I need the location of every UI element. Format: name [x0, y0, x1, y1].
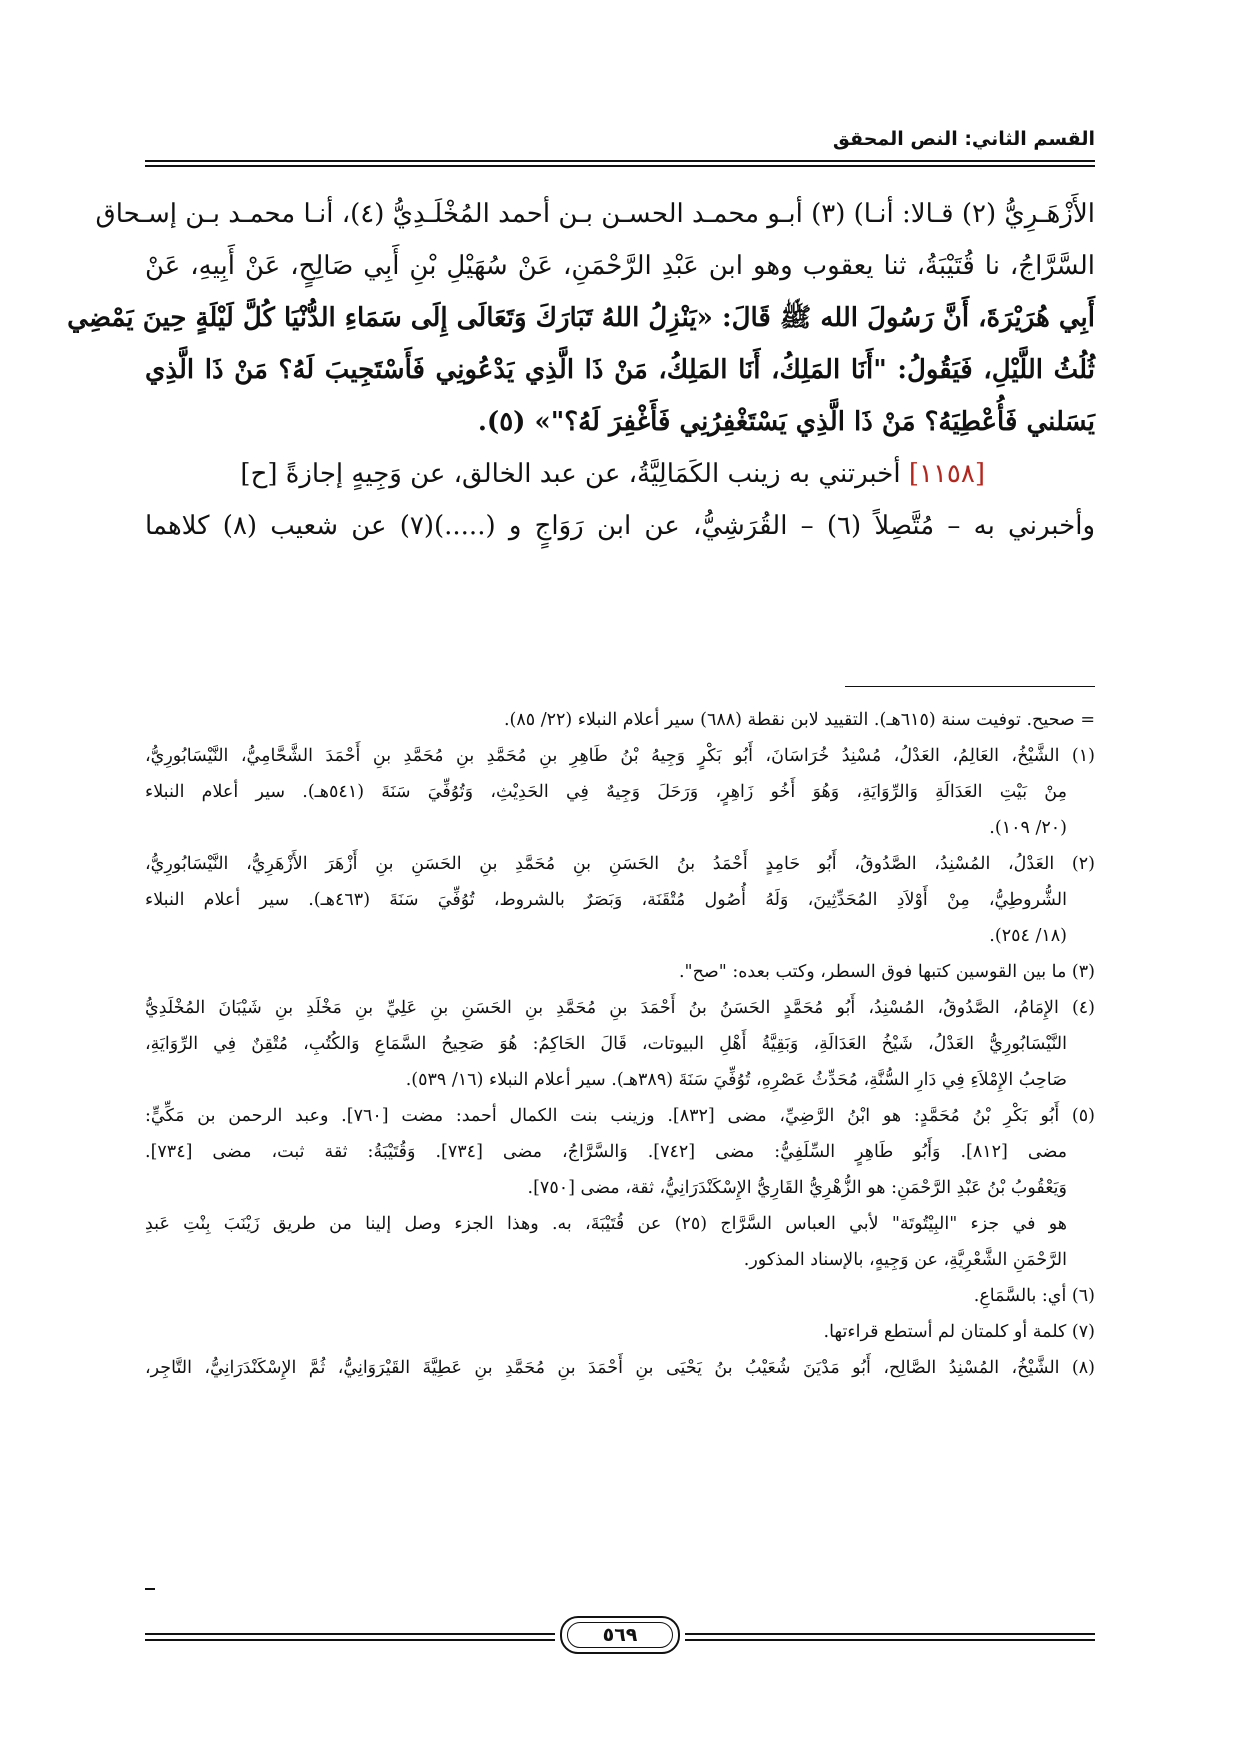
- entry-text: أخبرتني به زينب الكَمَالِيَّةُ، عن عبد الخالق، عن وَجِيهٍ إجازةً [ح]: [240, 459, 901, 489]
- footnote-line: الرَّحْمَنِ الشَّعْرِيَّةِ، عن وَجِيهٍ، بالإسناد المذكور.: [743, 1250, 1067, 1270]
- footnote-line: (١٨/ ٢٥٤).: [989, 926, 1067, 946]
- footnote-line: (٨) الشَّيْخُ، المُسْنِدُ الصَّالِح، أَبُو مَدْيَنَ شُعَيْبُ بنُ يَحْيَى بنِ أَحْمَدَ بنِ مُحَمَّدِ بنِ عَطِيَّةَ القَيْرَوَانِيُّ، ثُمَّ الإِسْكَنْدَرَانِيُّ، التَّاجِر،: [145, 1358, 1095, 1378]
- page-number-frame: [560, 1616, 680, 1654]
- text-line: السَّرَّاجُ، نا قُتَيْبَةُ، ثنا يعقوب وهو ابن عَبْدِ الرَّحْمَنِ، عَنْ سُهَيْلِ بْنِ أَبِي صَالِحٍ، عَنْ أَبِيهِ، عَنْ: [145, 251, 1095, 281]
- page-number: ٥٦٩: [602, 1624, 638, 1646]
- footer-rule: [145, 1639, 555, 1641]
- footnote-line: = صحيح. توفيت سنة (٦١٥هـ). التقييد لابن نقطة (٦٨٨) سير أعلام النبلاء (٢٢/ ٨٥).: [503, 710, 1095, 730]
- header-rule: [145, 160, 1095, 162]
- footnote-line: مِنْ بَيْتِ العَدَالَةِ وَالرِّوَايَةِ، وَهُوَ أَخُو زَاهِرٍ، وَرَحَلَ وَجِيهٌ فِي الحَدِيْثِ، وَتُوُفِّيَ سَنَةَ (٥٤١هـ). سير أعلام النبلاء: [145, 782, 1067, 802]
- continuation-mark: [145, 1588, 155, 1590]
- footnote-line: (٥) أَبُو بَكْرِ بْنُ مُحَمَّدٍ: هو ابْنُ الرَّضِيِّ، مضى [٨٣٢]. وزينب بنت الكمال أحمد: مضت [٧٦٠]. وعبد الرحمن بن مَكِّيٍّ:: [145, 1106, 1095, 1126]
- footer-rule: [685, 1639, 1095, 1641]
- footnote-line: (٦) أي: بالسَّمَاعِ.: [973, 1286, 1095, 1306]
- section-title: القسم الثاني: النص المحقق: [832, 128, 1095, 150]
- footnote-line: هو في جزء "البِيْتُوتَة" لأبي العباس السَّرَّاج (٢٥) عن قُتَيْبَةَ، به. وهذا الجزء وصل إلينا من طريق زَيْنَبَ بِنْتِ عَبدِ: [145, 1214, 1067, 1234]
- main-text: [67, 188, 1095, 552]
- footnote-line: مضى [٨١٢]. وَأَبُو طَاهِرٍ السِّلَفِيُّ: مضى [٧٤٢]. وَالسَّرَّاجُ، مضى [٧٣٤]. وَقُتَيْبَةُ: ثقة ثبت، مضى [٧٣٤].: [145, 1142, 1067, 1162]
- footer-rule: [685, 1633, 1095, 1635]
- hadith-text-line: أَبِي هُرَيْرَةَ، أَنَّ رَسُولَ الله ﷺ قَالَ: «يَنْزِلُ اللهُ تَبَارَكَ وَتَعَالَى إِلَى سَمَاءِ الدُّنْيَا كُلَّ لَيْلَةٍ حِينَ يَمْضِي: [67, 303, 1095, 333]
- footnote-line: (٢) العَدْلُ، المُسْنِدُ، الصَّدُوقُ، أَبُو حَامِدٍ أَحْمَدُ بنُ الحَسَنِ بنِ مُحَمَّدِ بنِ الحَسَنِ بنِ أَزْهَرَ الأَزْهَرِيُّ، النَّيْسَابُورِيُّ،: [145, 854, 1095, 874]
- footnote-line: (٧) كلمة أو كلمتان لم أستطع قراءتها.: [823, 1322, 1095, 1342]
- text-line: وأخبرني به – مُتَّصِلاً (٦) – القُرَشِيُّ، عن ابن رَوَاجٍ و (.....)(٧) عن شعيب (٨) كلاهما: [145, 511, 1095, 541]
- footnote-line: الشُّروطِيُّ، مِنْ أَوْلاَدِ المُحَدِّثِينَ، وَلَهُ أُصُول مُتْقَنَة، وَبَصَرٌ بالشروط، تُوُفِّيَ سَنَةَ (٤٦٣هـ). سير أعلام النبلاء: [145, 890, 1067, 910]
- entry-number: [١١٥٨]: [908, 459, 985, 489]
- header-rule: [145, 165, 1095, 167]
- footnote-line: (٤) الإِمَامُ، الصَّدُوقُ، المُسْنِدُ، أَبُو مُحَمَّدٍ الحَسَنُ بنُ أَحْمَدَ بنِ مُحَمَّدِ بنِ الحَسَنِ بنِ عَلِيِّ بنِ مَخْلَدِ بنِ شَيْبَانَ المُخْلَدِيُّ: [145, 998, 1095, 1018]
- hadith-text-line: ثُلُثُ اللَّيْلِ، فَيَقُولُ: "أَنَا المَلِكُ، أَنَا المَلِكُ، مَنْ ذَا الَّذِي يَدْعُونِي فَأَسْتَجِيبَ لَهُ؟ مَنْ ذَا الَّذِي: [145, 355, 1095, 385]
- hadith-text-line: يَسَلني فَأُعْطِيَهُ؟ مَنْ ذَا الَّذِي يَسْتَغْفِرُنِي فَأَغْفِرَ لَهُ؟"» (٥).: [477, 407, 1095, 437]
- footnote-line: (٣) ما بين القوسين كتبها فوق السطر، وكتب بعده: "صح".: [678, 962, 1095, 982]
- footnote-line: (١) الشَّيْخُ، العَالِمُ، العَدْلُ، مُسْنِدُ خُرَاسَانَ، أَبُو بَكْرٍ وَجِيهُ بْنُ طَاهِرِ بنِ مُحَمَّدِ بنِ مُحَمَّدِ بنِ أَحْمَدَ الشَّحَّامِيُّ، النَّيْسَابُورِيُّ،: [145, 746, 1095, 766]
- footnotes: [145, 702, 1095, 1386]
- text-line: الأَزْهَـرِيُّ (٢) قـالا: أنـا) (٣) أبـو محمـد الحسـن بـن أحمد المُخْلَـدِيُّ (٤)، أنـا محمـد بـن إسـحاق: [95, 199, 1095, 229]
- entry-line: [145, 448, 1095, 500]
- footnote-line: صَاحِبُ الإِمْلاَءِ فِي دَارِ السُّنَّةِ، مُحَدِّثُ عَصْرِهِ، تُوُفِّيَ سَنَةَ (٣٨٩هـ). سير أعلام النبلاء (١٦/ ٥٣٩).: [405, 1070, 1067, 1090]
- footnote-line: وَيَعْقُوبُ بْنُ عَبْدِ الرَّحْمَنِ: هو الزُّهْرِيُّ القَارِيُّ الإِسْكَنْدَرَانِيُّ، ثقة، مضى [٧٥٠].: [527, 1178, 1067, 1198]
- footnote-line: النَّيْسَابُورِيُّ العَدْلُ، شَيْخُ العَدَالَةِ، وَبَقِيَّةُ أَهْلِ البيوتات، قَالَ الحَاكِمُ: هُوَ صَحِيحُ السَّمَاعِ وَالكُتُبِ، مُتْقِنٌ فِي الرِّوَايَةِ،: [145, 1034, 1067, 1054]
- footnote-separator: [845, 686, 1095, 687]
- footer-rule: [145, 1633, 555, 1635]
- footnote-line: (٢٠/ ١٠٩).: [989, 818, 1067, 838]
